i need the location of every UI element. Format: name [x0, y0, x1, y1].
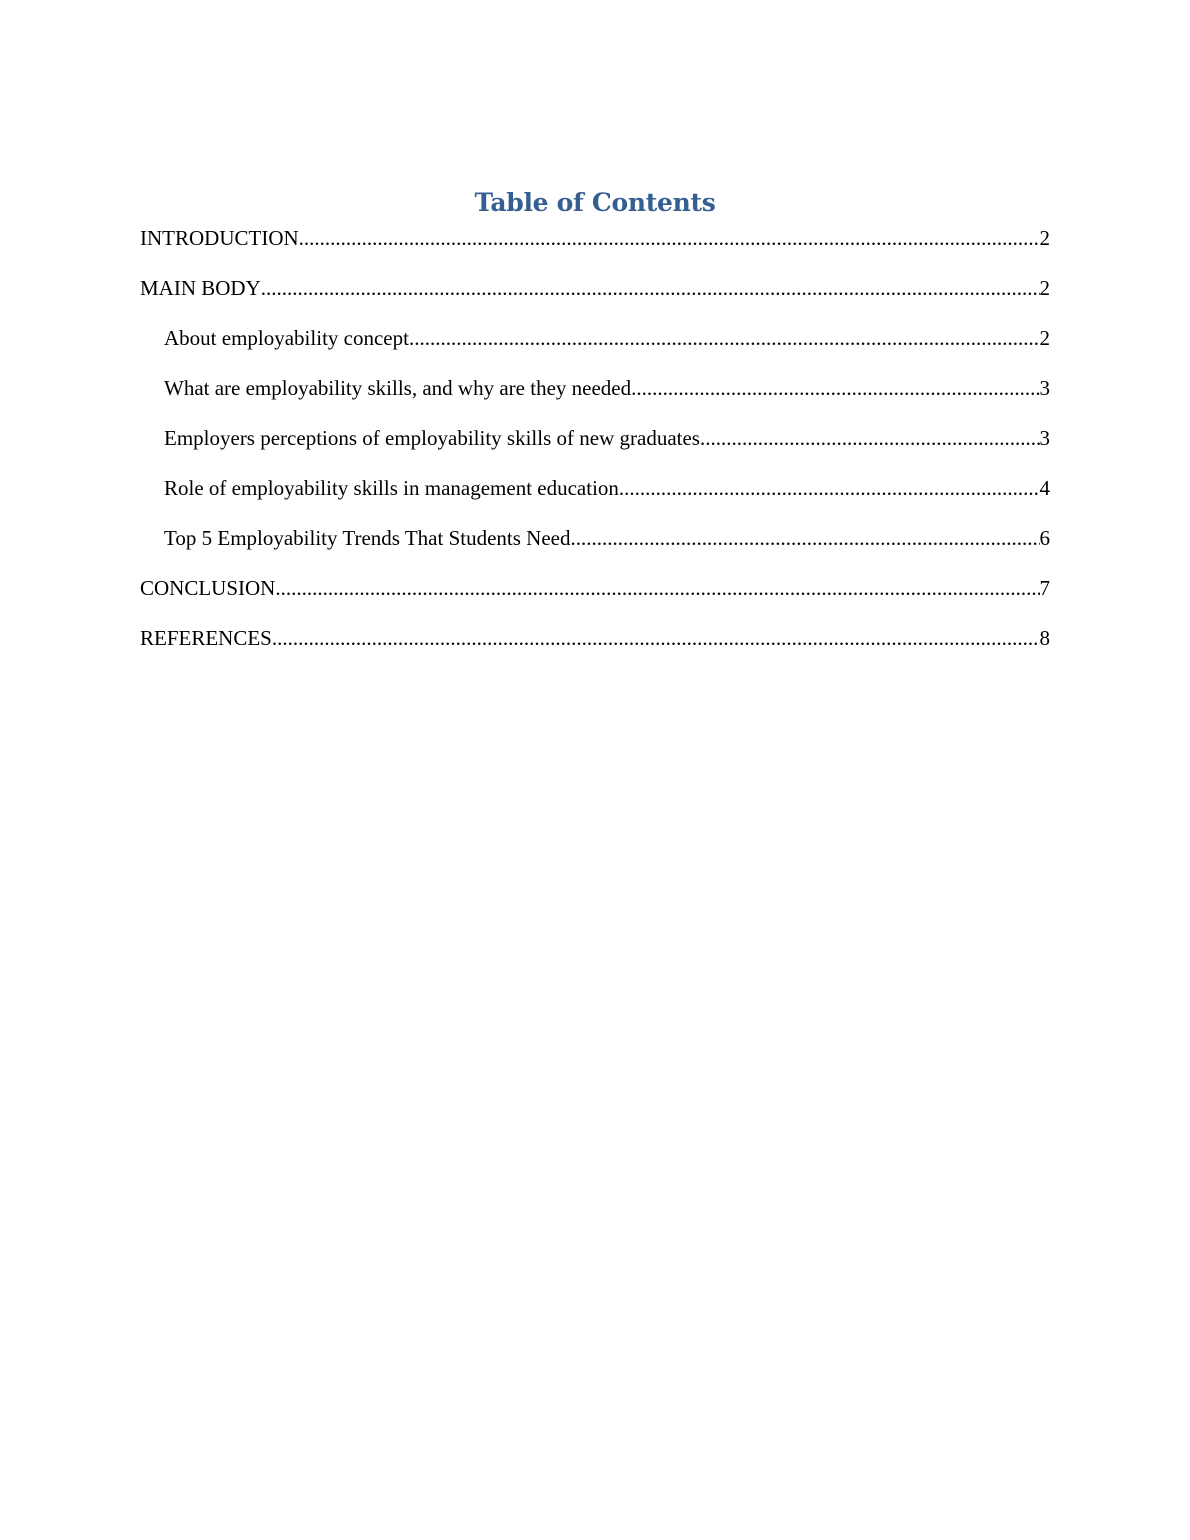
toc-dot-leader	[631, 373, 1039, 403]
toc-dot-leader	[275, 573, 1039, 603]
toc-entry-label: Top 5 Employability Trends That Students Need	[164, 526, 571, 550]
toc-entry-label: REFERENCES	[140, 626, 272, 650]
toc-entry-label: Role of employability skills in management education	[164, 476, 619, 500]
toc-entry-main-body[interactable]	[140, 273, 1050, 323]
toc-entry-introduction[interactable]	[140, 223, 1050, 273]
toc-entry-employability-skills[interactable]	[140, 373, 1050, 423]
toc-entry-label: Employers perceptions of employability skills of new graduates	[164, 426, 700, 450]
toc-page-number: 4	[1039, 476, 1050, 500]
toc-entry-label: MAIN BODY	[140, 276, 261, 300]
toc-entry-employability-concept[interactable]	[140, 323, 1050, 373]
toc-entry-label: What are employability skills, and why are they needed	[164, 376, 632, 400]
toc-entry-label: INTRODUCTION	[140, 226, 299, 250]
toc-entry-label: CONCLUSION	[140, 576, 276, 600]
toc-page-number: 7	[1039, 576, 1050, 600]
toc-page-number: 6	[1039, 526, 1050, 550]
toc-dot-leader	[570, 523, 1039, 553]
toc-entry-employers-perceptions[interactable]	[140, 423, 1050, 473]
toc-title: Table of Contents	[474, 188, 716, 217]
toc-page-number: 3	[1039, 426, 1050, 450]
toc-entry-management-education[interactable]	[140, 473, 1050, 523]
toc-entry-conclusion[interactable]	[140, 573, 1050, 623]
toc-page-number: 2	[1039, 326, 1050, 350]
toc-page-number: 2	[1039, 226, 1050, 250]
toc-dot-leader	[619, 473, 1040, 503]
toc-dot-leader	[299, 223, 1040, 253]
toc-page-number: 8	[1039, 626, 1050, 650]
toc-dot-leader	[261, 273, 1040, 303]
toc-dot-leader	[272, 623, 1040, 653]
toc-entry-label: About employability concept	[164, 326, 409, 350]
toc-dot-leader	[700, 423, 1040, 453]
toc-page-number: 2	[1039, 276, 1050, 300]
toc-list	[140, 223, 1050, 673]
toc-entry-employability-trends[interactable]	[140, 523, 1050, 573]
toc-dot-leader	[409, 323, 1040, 353]
toc-page-number: 3	[1039, 376, 1050, 400]
toc-entry-references[interactable]	[140, 623, 1050, 673]
